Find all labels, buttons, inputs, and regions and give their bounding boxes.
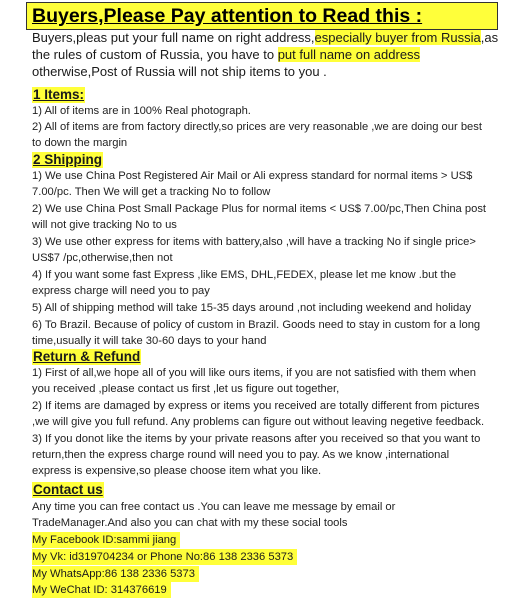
refund-line-1: 1) First of all,we hope all of you will like ours items, if you are not satisfied with them when you received ,please contact us first ,let us figure out together, xyxy=(32,367,476,395)
contact-vk-phone: My Vk: id319704234 or Phone No:86 138 2336 5373 xyxy=(32,549,297,565)
intro-text-3: otherwise,Post of Russia will not ship items to you . xyxy=(32,64,327,79)
shipping-line-4: 4) If you want some fast Express ,like EMS, DHL,FEDEX, please let me know .but the express charge will need you to pay xyxy=(32,269,457,297)
shipping-line-3: 3) We use other express for items with battery,also ,will have a tracking No if single price> US$7 /pc,otherwise,then not xyxy=(32,236,476,264)
contact-whatsapp: My WhatsApp:86 138 2336 5373 xyxy=(32,566,199,582)
contact-heading: Contact us xyxy=(33,482,103,497)
refund-line-3: 3) If you donot like the items by your private reasons after you received so that you want to return,then the express charge round will need you to pay. As we know ,international express is expensive,so please choose item what you like. xyxy=(32,433,481,477)
refund-heading: Return & Refund xyxy=(33,349,141,364)
notice-title-box xyxy=(26,2,498,30)
shipping-line-2: 2) We use China Post Small Package Plus for normal items < US$ 7.00/pc,Then China post will not give tracking No to us xyxy=(32,203,487,231)
items-line-2: 2) All of items are from factory directly,so prices are very reasonable ,we are doing our best to down the margin xyxy=(32,121,482,149)
intro-text-2: ,as the rules of custom of Russia, you have to xyxy=(32,30,499,62)
shipping-line-1: 1) We use China Post Registered Air Mail or Ali express standard for normal items > US$ 7.00/pc. Then We will get a tracking No to follow xyxy=(32,170,473,198)
intro-paragraph xyxy=(32,29,502,80)
shipping-line-5: 5) All of shipping method will take 15-35 days around ,not including weekend and holiday xyxy=(32,302,472,314)
refund-line-2: 2) If items are damaged by express or items you received are totally different from pictures ,we will give you full refund. Any problems can figure out without leaving negetive feedback. xyxy=(32,400,485,428)
contact-facebook: My Facebook ID:sammi jiang xyxy=(32,532,180,548)
intro-text-1: Buyers,pleas put your full name on right address, xyxy=(32,30,315,45)
contact-wechat: My WeChat ID: 314376619 xyxy=(32,582,171,598)
shipping-line-6: 6) To Brazil. Because of policy of custom in Brazil. Goods need to stay in custom for a long time,usually it will take 30-60 days to your hand xyxy=(32,319,481,347)
intro-highlight-russia: especially buyer from Russia xyxy=(314,30,481,45)
notice-title: Buyers,Please Pay attention to Read this : xyxy=(32,5,423,27)
contact-intro-text: Any time you can free contact us .You can leave me message by email or TradeManager.And also you can chat with my these social tools xyxy=(32,501,396,529)
shipping-heading: 2 Shipping xyxy=(33,152,102,167)
items-heading: 1 Items: xyxy=(33,87,85,102)
intro-highlight-full-name: put full name on address xyxy=(277,47,421,62)
items-line-1: 1) All of items are in 100% Real photograph. xyxy=(32,105,251,117)
